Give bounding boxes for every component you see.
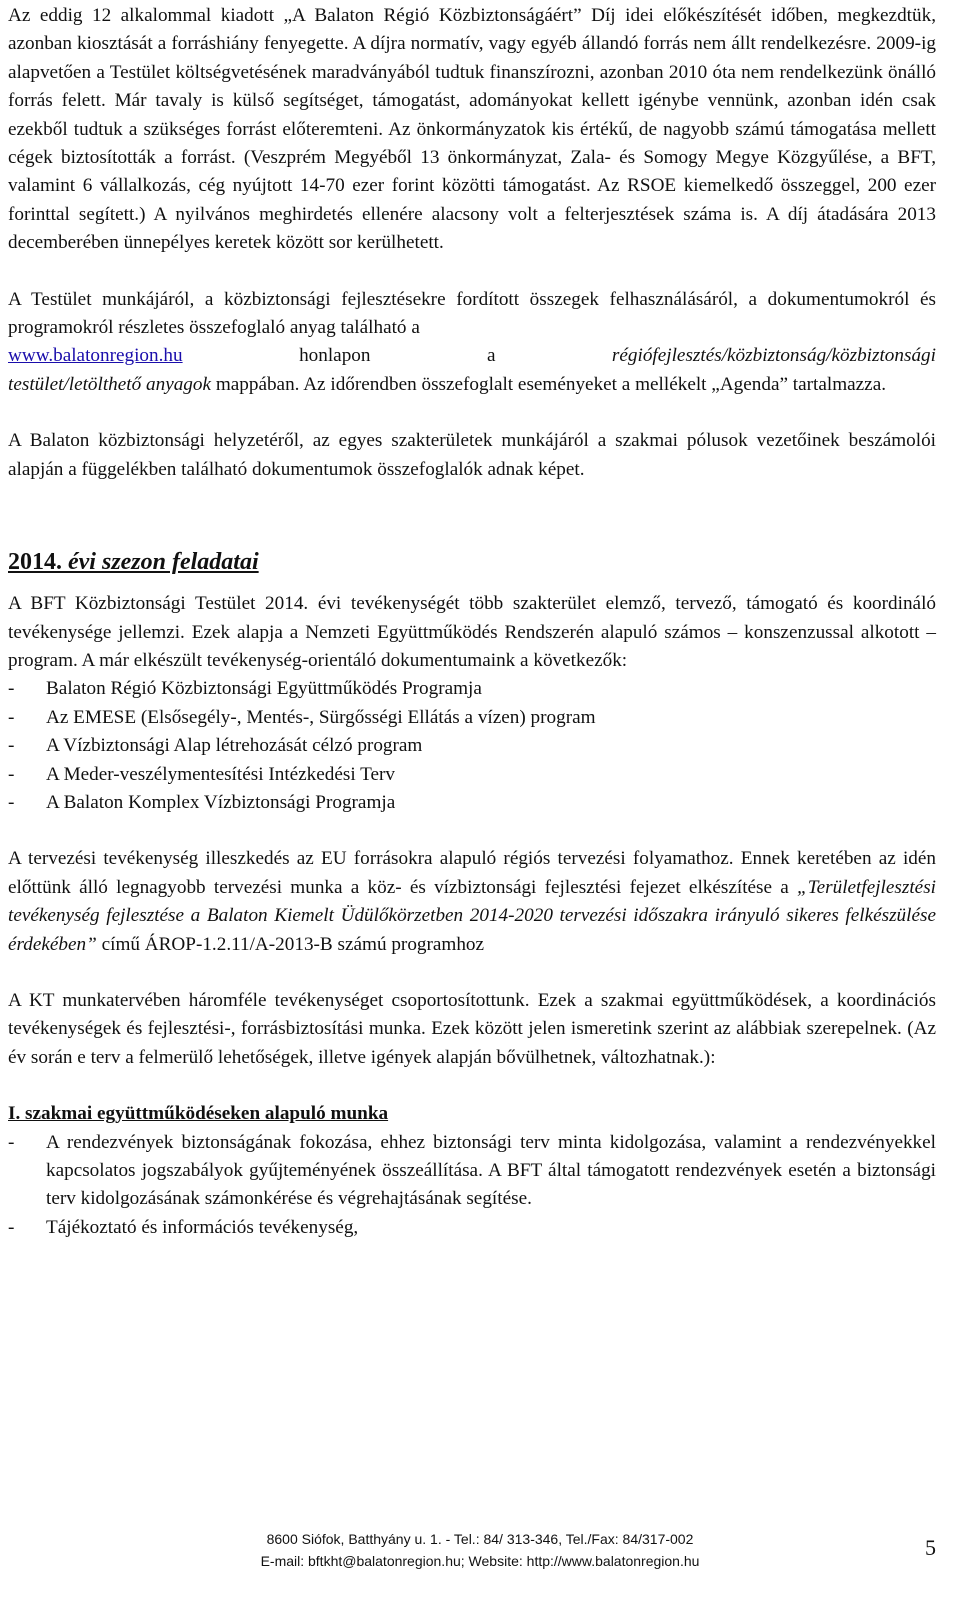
documentation-path-1: régiófejlesztés/közbiztonság/közbiztonsági	[611, 345, 936, 367]
footer-address: 8600 Siófok, Batthyány u. 1. - Tel.: 84/ 313-346, Tel./Fax: 84/317-002	[266, 1531, 694, 1547]
list-item: - Balaton Régió Közbiztonsági Együttműködés Programja	[8, 675, 936, 703]
paragraph-workplan: A KT munkatervében háromféle tevékenységet csoportosítottunk. Ezek a szakmai együttműködések, a koordinációs tevékenységek és fejlesztési-, forrásbiztosítási munka. Ezek között jelen ismeretink szerint az alábbiak szerepelnek. (Az év során e terv a felmerülő lehetőségek, illetve igények alapján bővülhetnek, változhatnak.):	[8, 989, 936, 1068]
paragraph-award: Az eddig 12 alkalommal kiadott „A Balaton Régió Közbiztonságáért” Díj idei előkészítését időben, megkezdtük, azonban kiosztását a forráshiány fenyegette. A díjra normatív, vagy egyéb állandó forrás nem állt rendelkezésre. 2009-ig alapvetően a Testület költségvetésének maradványából tudtuk finanszírozni, azonban 2010 óta nem rendelkezünk önálló forrás felett. Már tavaly is külső segítséget, támogatást, adományokat kellett igénybe vennünk, azonban idén csak ezekből tudtuk a szükséges forrást előteremteni. Az önkormányzatok kis értékű, de nagyobb számú támogatása mellett cégek biztosították a forrást. (Veszprém Megyéből 13 önkormányzat, Zala- és Somogy Megye Közgyűlése, a BFT, valamint 6 vállalkozás, cég nyújtott 14-70 ezer forint közötti támogatást. Az RSOE kiemelkedő összeggel, 200 ezer forinttal segített.) A nyilvános meghirdetés ellenére alacsony volt a felterjesztések száma is. A díj átadására 2013 decemberében ünnepélyes keretek között sor kerülhetett.	[8, 5, 936, 254]
list-item: - A Meder-veszélymentesítési Intézkedési Terv	[8, 761, 936, 789]
documentation-a: a	[486, 345, 496, 367]
list-item: - A rendezvények biztonságának fokozása, ehhez biztonsági terv minta kidolgozása, valamint a rendezvényekkel kapcsolatos jogszabályok gyűjteményének összeállítása. A BFT által támogatott rendezvények esetén a biztonsági terv kidolgozásának számonkérése és végrehajtásának segítése.	[8, 1129, 936, 1214]
documentation-link-row	[8, 342, 936, 370]
documentation-lead: A Testület munkájáról, a közbiztonsági fejlesztésekre fordított összegek felhasználásáról, a dokumentumokról és programokról részletes összefoglaló anyag található a	[8, 288, 936, 339]
footer-contact: E-mail: bftkht@balatonregion.hu; Website: http://www.balatonregion.hu	[260, 1553, 700, 1569]
planning-lead: A tervezési tevékenység illeszkedés az EU forrásokra alapuló régiós tervezési folyamathoz. Ennek keretében az idén előttünk álló legnagyobb tervezési munka a köz- és vízbiztonsági fejlesztési fejezet elkészítése a	[8, 848, 936, 898]
list-item: - A Vízbiztonsági Alap létrehozását célzó program	[8, 732, 936, 760]
documentation-mid: honlapon	[299, 345, 371, 367]
cooperation-list	[8, 1129, 936, 1243]
list-item: - Tájékoztató és információs tevékenység,	[8, 1214, 936, 1242]
documentation-path-2: testület/letölthető anyagok	[8, 373, 212, 395]
heading-year: 2014.	[8, 549, 62, 576]
program-list	[8, 675, 936, 817]
paragraph-planning	[8, 845, 936, 959]
planning-tail: című ÁROP-1.2.11/A-2013-B számú programhoz	[96, 933, 485, 955]
paragraph-documentation	[8, 286, 936, 343]
heading-text: évi szezon feladatai	[62, 549, 259, 576]
page-number: 5	[925, 1535, 936, 1560]
planning-title: „Területfejlesztési tevékenység fejlesztése a Balaton Kiemelt Üdülőkörzetben 2014-2020 tervezési időszakra irányuló sikeres felkészülése érdekében”	[8, 876, 936, 955]
page-footer	[0, 1528, 960, 1572]
paragraph-situation: A Balaton közbiztonsági helyzetéről, az egyes szakterületek munkájáról a szakmai pólusok vezetőinek beszámolói alapján a függelékben található dokumentumok összefoglalók adnak képet.	[8, 430, 936, 480]
paragraph-documentation-tail	[8, 371, 936, 399]
section-heading	[8, 546, 936, 578]
documentation-tail: mappában. Az időrendben összefoglalt eseményeket a mellékelt „Agenda” tartalmazza.	[215, 373, 887, 395]
paragraph-activities: A BFT Közbiztonsági Testület 2014. évi tevékenységét több szakterület elemző, tervező, támogató és koordináló tevékenysége jellemzi. Ezek alapja a Nemzeti Együttműködés Rendszerén alapuló számos – konszenzussal alkotott – program. A már elkészült tevékenység-orientáló dokumentumaink a következők:	[8, 593, 936, 671]
document-page	[8, 0, 936, 1242]
section-title-cooperation: I. szakmai együttműködéseken alapuló munka	[8, 1103, 389, 1125]
list-item: - Az EMESE (Elsősegély-, Mentés-, Sürgősségi Ellátás a vízen) program	[8, 704, 936, 732]
list-item: - A Balaton Komplex Vízbiztonsági Programja	[8, 789, 936, 817]
website-link[interactable]: www.balatonregion.hu	[8, 345, 183, 367]
